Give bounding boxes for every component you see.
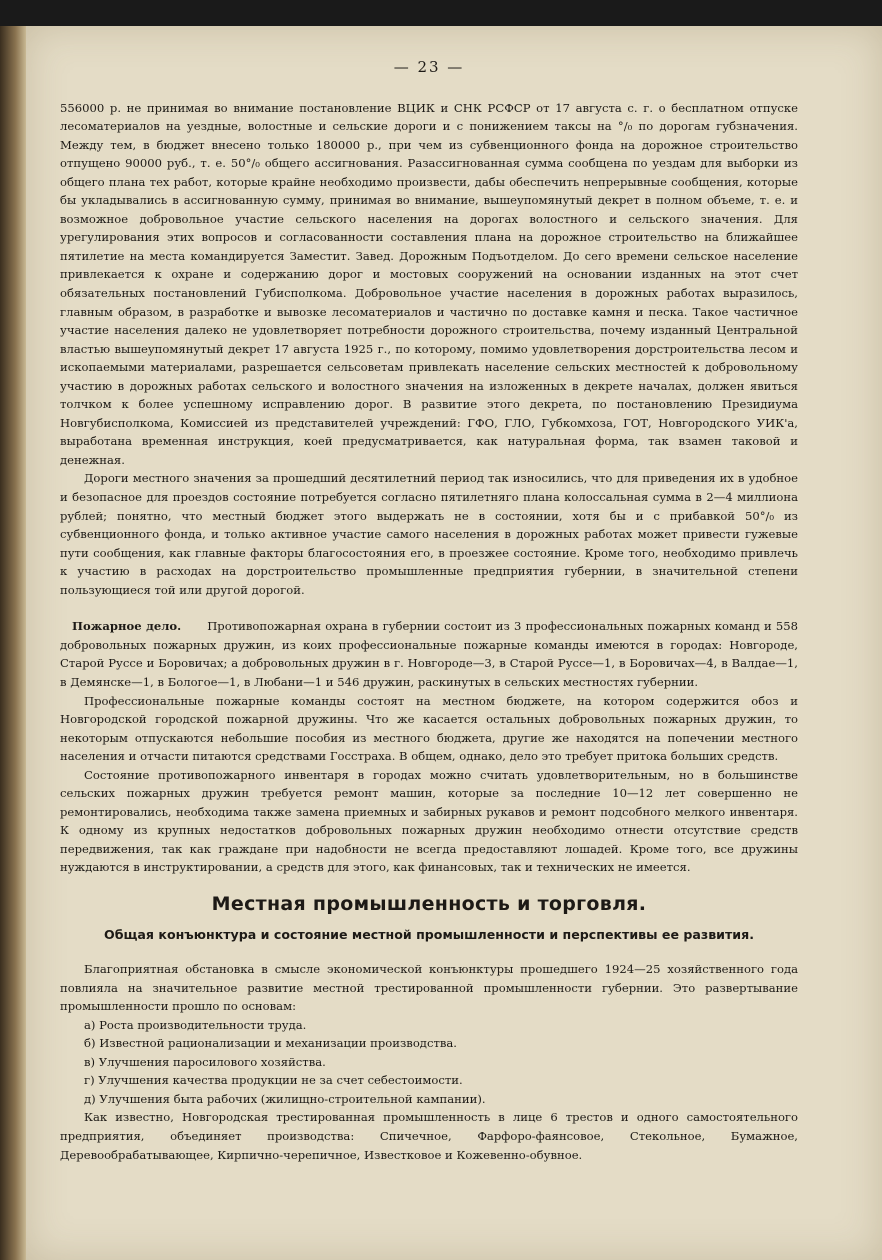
fire-paragraph-1 (60, 617, 798, 691)
fire-paragraph-1-text: Противопожарная охрана в губернии состоит из 3 профессиональных пожарных команд и 558 добровольных пожарных дружин, из коих профессиональные пожарные команды имеются в городах: Новгороде, Старой Руссе и Боровичах; а добровольных дружин в г. Новгороде—3, в Старой Руссе—1, в Боровичах—4, в Валдае—1, в Демянске—1, в Бологое—1, в Любани—1 и 546 дружин, раскинутых в сельских местностях губернии. (60, 619, 798, 689)
fire-paragraph-2: Профессиональные пожарные команды состоят на местном бюджете, на котором содержится обоз и Новгородской городской пожарной дружины. Что же касается остальных добровольных пожарных дружин, то некоторым отпускаются небольшие пособия из местного бюджета, другие же находятся на попечении местного населения и отчасти питаются средствами Госстраха. В общем, однако, дело это требует притока больших средств. (60, 693, 798, 764)
list-item: д) Улучшения быта рабочих (жилищно-строительной кампании). (84, 1091, 486, 1106)
industry-intro: Благоприятная обстановка в смысле экономической конъюнктуры прошедшего 1924—25 хозяйственного года повлияла на значительное развитие местной трестированной промышленности губернии. Это развертывание промышленности прошло по основам: (60, 962, 798, 1014)
list-item: а) Роста производительности труда. (84, 1017, 307, 1032)
list-item: б) Известной рационализации и механизации производства. (84, 1036, 457, 1051)
page-content (60, 58, 798, 1164)
list-item: г) Улучшения качества продукции не за счет себестоимости. (84, 1073, 463, 1088)
fire-section-heading: Пожарное дело. (72, 619, 182, 634)
section-gap (60, 599, 798, 617)
fire-paragraph-3: Состояние противопожарного инвентаря в городах можно считать удовлетворительным, но в большинстве сельских пожарных дружин требуется ремонт машин, которые за последние 10—12 лет совершенно не ремонтировались, необходима также замена приемных и забирных рукавов и ремонт подсобного мелкого инвентаря. К одному из крупных недостатков добровольных пожарных дружин необходимо отнести отсутствие средств передвижения, так как граждане при надобности не всегда предоставляют лошадей. Кроме того, все дружины нуждаются в инструктировании, а средств для этого, как финансовых, так и технических не имеется. (60, 767, 798, 875)
roads-paragraph-1: 556000 р. не принимая во внимание постановление ВЦИК и СНК РСФСР от 17 августа с. г. о бесплатном отпуске лесоматериалов на уездные, волостные и сельские дороги и с понижением таксы на °/₀ по дорогам губзначения. Между тем, в бюджет внесено только 180000 р., при чем из субвенционного фонда на дорожное строительство отпущено 90000 руб., т. е. 50°/₀ общего ассигнования. Разассигнованная сумма сообщена по уездам для выборки из общего плана тех работ, которые крайне необходимо произвести, дабы обеспечить непрерывные сообщения, которые бы укладывались в ассигнованную сумму, принимая во внимание, вышеупомянутый декрет в полном объеме, т. е. и возможное добровольное участие сельского населения на дорогах волостного и сельского значения. Для урегулирования этих вопросов и согласованности составления плана на дорожное строительство на ближайшее пятилетие на места командируется Заместит. Завед. Дорожным Подъотделом. До сего времени сельское население привлекается к охране и содержанию дорог и мостовых сооружений на основании изданных на этот счет обязательных постановлений Губисполкома. Добровольное участие населения в дорожных работах выразилось, главным образом, в разработке и вывозке лесоматериалов и частично по доставке камня и песка. Такое частичное участие населения далеко не удовлетворяет потребности дорожного строительства, почему изданный Центральной властью вышеупомянутый декрет 17 августа 1925 г., по которому, помимо удовлетворения дорстроительства лесом и ископаемыми материалами, разрешается сельсоветам привлекать население сельских местностей к добровольному участию в дорожных работах сельского и волостного значения на изложенных в декрете началах, должен явиться толчком к более успешному исправлению дорог. В развитие этого декрета, по постановлению Президиума Новгубисполкома, Комиссией из представителей учреждений: ГФО, ГЛО, Губкомхоза, ГОТ, Новгородского УИК'а, выработана временная инструкция, коей предусматривается, как натуральная форма, так взамен таковой и денежная. (60, 100, 798, 467)
industry-section-subtitle: Общая конъюнктура и состояние местной промышленности и перспективы ее развития. (104, 926, 754, 942)
roads-paragraph-2: Дороги местного значения за прошедший десятилетний период так износились, что для приведения их в удобное и безопасное для проездов состояние потребуется согласно пятилетняго плана колоссальная сумма в 2—4 миллиона рублей; понятно, что местный бюджет этого выдержать не в состоянии, хотя бы и с прибавкой 50°/₀ из субвенционного фонда, и только активное участие самого населения в дорожных работах может привести гужевые пути сообщения, как главные факторы благосостояния его, в проезжее состояние. Кроме того, необходимо привлечь к участию в расходах на дорстроительство промышленные предприятия губернии, в значительной степени пользующиеся той или другой дорогой. (60, 471, 798, 597)
book-spine (0, 26, 26, 1260)
industry-section-title: Местная промышленность и торговля. (211, 892, 647, 915)
industry-closing: Как известно, Новгородская трестированная промышленность в лице 6 трестов и одного самостоятельного предприятия, объединяет производства: Спичечное, Фарфоро-фаянсовое, Стекольное, Бумажное, Деревообрабатывающее, Кирпично-черепичное, Известковое и Кожевенно-обувное. (60, 1110, 798, 1162)
list-item: в) Улучшения паросилового хозяйства. (84, 1054, 326, 1069)
page-number: — 23 — (393, 58, 465, 76)
industry-list (60, 1016, 798, 1109)
